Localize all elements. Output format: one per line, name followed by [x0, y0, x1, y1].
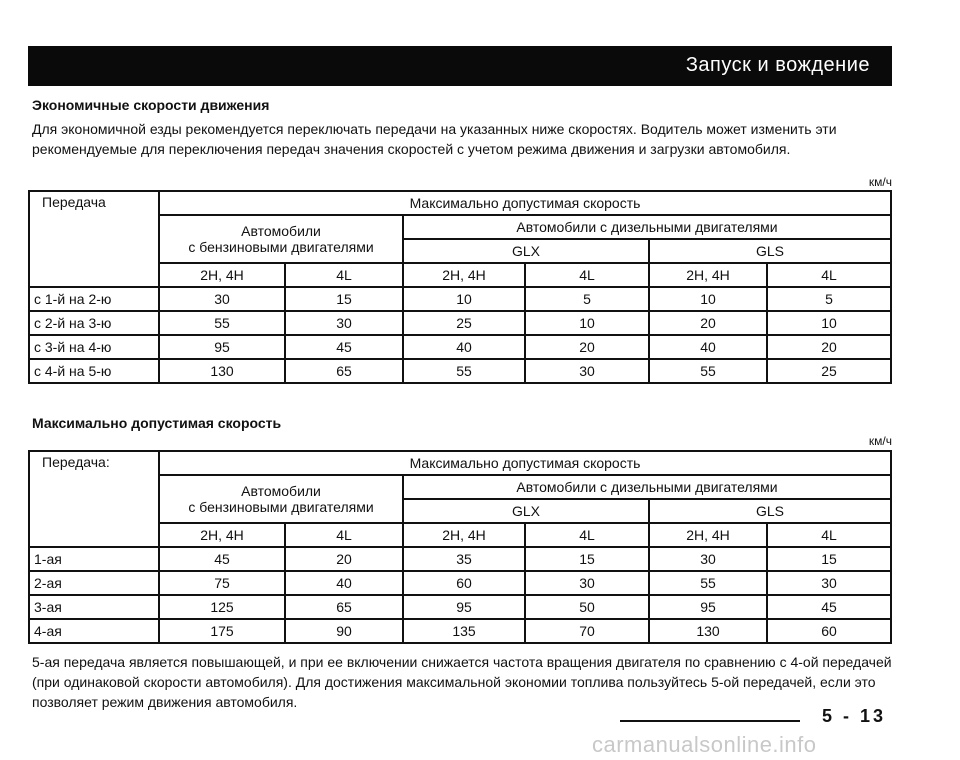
maxspeed-unit: км/ч: [868, 434, 892, 448]
diesel-header: Автомобили с дизельными двигателями: [403, 475, 891, 499]
cell: 45: [285, 335, 403, 359]
mode-header: 4L: [767, 263, 891, 287]
cell: 40: [285, 571, 403, 595]
gls-header: GLS: [649, 499, 891, 523]
econ-table: [28, 190, 892, 384]
gear-header: Передача: [29, 191, 159, 287]
cell: 90: [285, 619, 403, 643]
econ-paragraph: Для экономичной езды рекомендуется переключать передачи на указанных ниже скоростях. Водитель может изменить эти рекомендуемые для переключения передач значения скоростей с учетом режима движения и загрузки автомобиля.: [32, 121, 837, 157]
cell: 75: [159, 571, 285, 595]
cell: 65: [285, 359, 403, 383]
footer-note: 5-ая передача является повышающей, и при ее включении снижается частота вращения двигателя по сравнению с 4-ой передачей (при одинаковой скорости автомобиля). Для достижения максимальной экономии топлива пользуйтесь 5-ой передачей, если это позволяет режим движения автомобиля.: [32, 654, 892, 710]
econ-unit: км/ч: [868, 175, 892, 189]
glx-header: GLX: [403, 239, 649, 263]
petrol-line-1: Автомобили: [241, 223, 321, 239]
row-label: с 2-й на 3-ю: [29, 311, 159, 335]
cell: 10: [403, 287, 525, 311]
petrol-header: [159, 475, 403, 523]
cell: 20: [525, 335, 649, 359]
cell: 20: [649, 311, 767, 335]
cell: 30: [649, 547, 767, 571]
mode-header: 4L: [767, 523, 891, 547]
cell: 125: [159, 595, 285, 619]
cell: 130: [649, 619, 767, 643]
mode-header: 4L: [525, 523, 649, 547]
cell: 95: [649, 595, 767, 619]
glx-header: GLX: [403, 499, 649, 523]
table-row: [29, 311, 891, 335]
footer-rule: [620, 720, 800, 722]
table-row: [29, 359, 891, 383]
cell: 30: [525, 359, 649, 383]
cell: 40: [403, 335, 525, 359]
gear-header: Передача:: [29, 451, 159, 547]
cell: 15: [525, 547, 649, 571]
diesel-header: Автомобили с дизельными двигателями: [403, 215, 891, 239]
cell: 130: [159, 359, 285, 383]
cell: 10: [649, 287, 767, 311]
table-row: [29, 571, 891, 595]
mode-header: 2H, 4H: [649, 523, 767, 547]
gls-header: GLS: [649, 239, 891, 263]
cell: 60: [403, 571, 525, 595]
cell: 30: [525, 571, 649, 595]
cell: 45: [767, 595, 891, 619]
petrol-header: [159, 215, 403, 263]
cell: 5: [767, 287, 891, 311]
mode-header: 4L: [525, 263, 649, 287]
cell: 25: [403, 311, 525, 335]
row-label: 1-ая: [29, 547, 159, 571]
watermark: carmanualsonline.info: [592, 732, 817, 757]
cell: 55: [649, 359, 767, 383]
mode-header: 2H, 4H: [403, 523, 525, 547]
cell: 30: [767, 571, 891, 595]
petrol-line-1: Автомобили: [241, 483, 321, 499]
row-label: с 1-й на 2-ю: [29, 287, 159, 311]
cell: 95: [159, 335, 285, 359]
econ-heading: Экономичные скорости движения: [32, 97, 270, 113]
mode-header: 2H, 4H: [159, 523, 285, 547]
page-number: 5 - 13: [822, 706, 887, 726]
cell: 175: [159, 619, 285, 643]
table-row: [29, 619, 891, 643]
cell: 25: [767, 359, 891, 383]
cell: 50: [525, 595, 649, 619]
maxspeed-table: [28, 450, 892, 644]
cell: 10: [525, 311, 649, 335]
cell: 55: [159, 311, 285, 335]
row-label: 2-ая: [29, 571, 159, 595]
header-bar: [28, 46, 892, 86]
row-label: с 4-й на 5-ю: [29, 359, 159, 383]
cell: 45: [159, 547, 285, 571]
mode-header: 2H, 4H: [403, 263, 525, 287]
max-speed-header: Максимально допустимая скорость: [159, 451, 891, 475]
max-speed-header: Максимально допустимая скорость: [159, 191, 891, 215]
cell: 30: [285, 311, 403, 335]
cell: 20: [285, 547, 403, 571]
table-row: [29, 595, 891, 619]
cell: 95: [403, 595, 525, 619]
cell: 35: [403, 547, 525, 571]
table-row: [29, 547, 891, 571]
cell: 70: [525, 619, 649, 643]
cell: 10: [767, 311, 891, 335]
cell: 135: [403, 619, 525, 643]
cell: 15: [767, 547, 891, 571]
mode-header: 4L: [285, 523, 403, 547]
row-label: с 3-й на 4-ю: [29, 335, 159, 359]
row-label: 4-ая: [29, 619, 159, 643]
table-row: [29, 335, 891, 359]
petrol-line-2: с бензиновыми двигателями: [188, 239, 374, 255]
table-row: [29, 287, 891, 311]
mode-header: 4L: [285, 263, 403, 287]
maxspeed-heading: Максимально допустимая скорость: [32, 415, 282, 431]
cell: 55: [649, 571, 767, 595]
cell: 60: [767, 619, 891, 643]
cell: 20: [767, 335, 891, 359]
cell: 15: [285, 287, 403, 311]
cell: 55: [403, 359, 525, 383]
cell: 5: [525, 287, 649, 311]
row-label: 3-ая: [29, 595, 159, 619]
mode-header: 2H, 4H: [649, 263, 767, 287]
mode-header: 2H, 4H: [159, 263, 285, 287]
petrol-line-2: с бензиновыми двигателями: [188, 499, 374, 515]
cell: 65: [285, 595, 403, 619]
cell: 40: [649, 335, 767, 359]
section-title: Запуск и вождение: [685, 54, 870, 76]
cell: 30: [159, 287, 285, 311]
